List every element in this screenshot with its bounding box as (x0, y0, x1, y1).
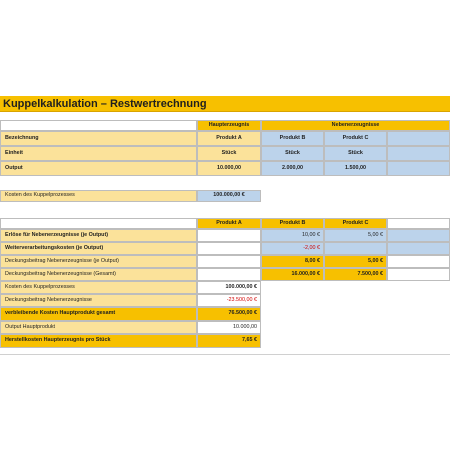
cell-a[interactable] (197, 268, 261, 281)
cell-prod-a-name[interactable]: Produkt A (197, 131, 261, 146)
divider (0, 354, 450, 355)
cell-empty[interactable] (387, 218, 450, 229)
header-produkt-a[interactable]: Produkt A (197, 218, 261, 229)
cell-prod-a-unit[interactable]: Stück (197, 146, 261, 161)
header-haupterzeugnis[interactable]: Haupterzeugnis (197, 120, 261, 131)
label-output[interactable]: Output (0, 161, 197, 176)
header-produkt-c[interactable]: Produkt C (324, 218, 387, 229)
cell-output-hauptprodukt-a[interactable]: 10.000,00 (197, 321, 261, 334)
label-verbleibende-kosten[interactable]: verbleibende Kosten Hauptprodukt gesamt (0, 307, 197, 321)
cell-empty[interactable] (387, 229, 450, 242)
cell-erloese-c[interactable]: 5,00 € (324, 229, 387, 242)
cell-a[interactable] (197, 242, 261, 255)
label-erloese[interactable]: Erlöse für Nebenerzeugnisse (je Output) (0, 229, 197, 242)
cell-empty[interactable] (387, 255, 450, 268)
label-db-nebenerzeugnisse[interactable]: Deckungsbeitrag Nebenerzeugnisse (0, 294, 197, 307)
cell-herstellkosten-a[interactable]: 7,65 € (197, 334, 261, 348)
cell-prod-c-name[interactable]: Produkt C (324, 131, 387, 146)
cell-db-je-output-c[interactable]: 5,00 € (324, 255, 387, 268)
header-nebenerzeugnisse[interactable]: Nebenerzeugnisse (261, 120, 450, 131)
cell-prod-b-name[interactable]: Produkt B (261, 131, 324, 146)
cell-weiterverarbeitung-b[interactable]: -2,00 € (261, 242, 324, 255)
cell-empty[interactable] (0, 120, 197, 131)
cell-verbleibende-kosten-a[interactable]: 76.500,00 € (197, 307, 261, 321)
label-herstellkosten[interactable]: Herstellkosten Haupterzeugnis pro Stück (0, 334, 197, 348)
label-output-hauptprodukt[interactable]: Output Hauptprodukt (0, 321, 197, 334)
cell-a[interactable] (197, 255, 261, 268)
label-kosten-kuppelprozess-calc[interactable]: Kosten des Kuppelprozesses (0, 281, 197, 294)
cell-prod-a-output[interactable]: 10.000,00 (197, 161, 261, 176)
cell-empty[interactable] (387, 161, 450, 176)
cell-db-nebenerzeugnisse-a[interactable]: -23.500,00 € (197, 294, 261, 307)
cell-prod-b-output[interactable]: 2.000,00 (261, 161, 324, 176)
cell-weiterverarbeitung-c[interactable] (324, 242, 387, 255)
cell-kosten-kuppelprozess[interactable]: 100.000,00 € (197, 190, 261, 202)
cell-empty[interactable] (387, 268, 450, 281)
cell-prod-c-output[interactable]: 1.500,00 (324, 161, 387, 176)
header-produkt-b[interactable]: Produkt B (261, 218, 324, 229)
cell-empty[interactable] (387, 242, 450, 255)
cell-empty[interactable] (0, 218, 197, 229)
label-einheit[interactable]: Einheit (0, 146, 197, 161)
cell-empty[interactable] (387, 146, 450, 161)
label-bezeichnung[interactable]: Bezeichnung (0, 131, 197, 146)
cell-a[interactable] (197, 229, 261, 242)
label-db-gesamt[interactable]: Deckungsbeitrag Nebenerzeugnisse (Gesamt) (0, 268, 197, 281)
cell-db-gesamt-c[interactable]: 7.500,00 € (324, 268, 387, 281)
label-db-je-output[interactable]: Deckungsbeitrag Nebenerzeugnisse (je Output) (0, 255, 197, 268)
cell-db-je-output-b[interactable]: 8,00 € (261, 255, 324, 268)
sheet-title: Kuppelkalkulation – Restwertrechnung (0, 96, 450, 112)
label-kosten-kuppelprozess[interactable]: Kosten des Kuppelprozesses (0, 190, 197, 202)
cell-prod-c-unit[interactable]: Stück (324, 146, 387, 161)
cell-kosten-kuppelprozess-a[interactable]: 100.000,00 € (197, 281, 261, 294)
cell-prod-b-unit[interactable]: Stück (261, 146, 324, 161)
cell-erloese-b[interactable]: 10,00 € (261, 229, 324, 242)
label-weiterverarbeitungskosten[interactable]: Weiterverarbeitungskosten (je Output) (0, 242, 197, 255)
spreadsheet (0, 96, 450, 356)
cell-empty[interactable] (387, 131, 450, 146)
cell-db-gesamt-b[interactable]: 16.000,00 € (261, 268, 324, 281)
